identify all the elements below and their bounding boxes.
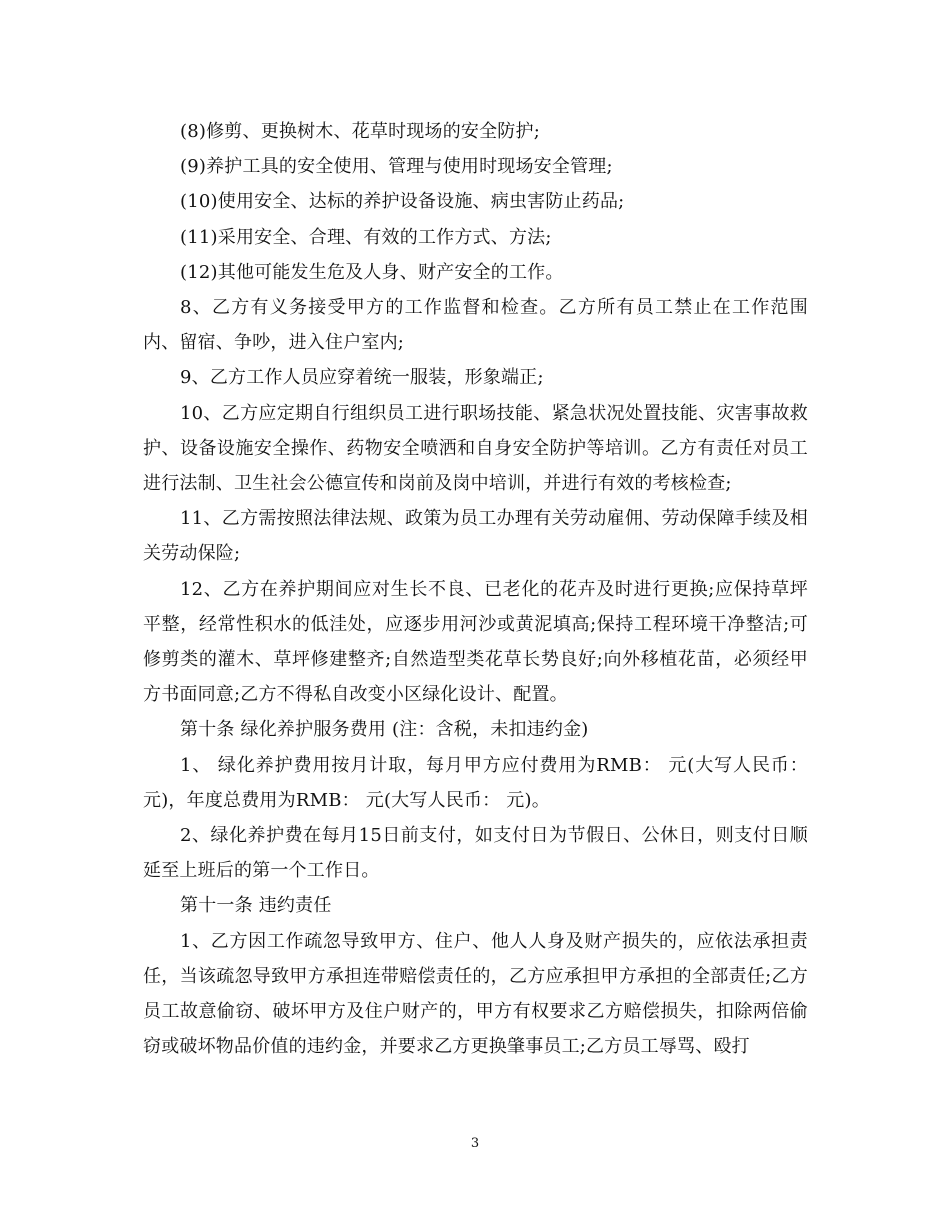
paragraph: 2、绿化养护费在每月15日前支付，如支付日为节假日、公休日，则支付日顺延至上班后的第一个工作日。 xyxy=(143,825,808,882)
paragraph: (9)养护工具的安全使用、管理与使用时现场安全管理; xyxy=(180,156,613,178)
paragraph: 12、乙方在养护期间应对生长不良、已老化的花卉及时进行更换;应保持草坪平整，经常性积水的低洼处，应逐步用河沙或黄泥填高;保持工程环境干净整洁;可修剪类的灌木、草坪修建整齐;自然造型类花草长势良好;向外移植花苗，必须经甲方书面同意;乙方不得私自改变小区绿化设计、配置。 xyxy=(143,578,808,706)
page-number: 3 xyxy=(470,1136,480,1151)
paragraph: 11、乙方需按照法律法规、政策为员工办理有关劳动雇佣、劳动保障手续及相关劳动保险; xyxy=(143,508,808,565)
paragraph: (11)采用安全、合理、有效的工作方式、方法; xyxy=(180,226,552,248)
paragraph: (12)其他可能发生危及人身、财产安全的工作。 xyxy=(180,261,564,283)
section-heading: 第十一条 违约责任 xyxy=(180,895,332,917)
paragraph: 8、乙方有义务接受甲方的工作监督和检查。乙方所有员工禁止在工作范围内、留宿、争吵，进入住户室内; xyxy=(143,297,808,354)
paragraph: (10)使用安全、达标的养护设备设施、病虫害防止药品; xyxy=(180,191,625,213)
paragraph: 9、乙方工作人员应穿着统一服装，形象端正; xyxy=(180,367,544,389)
paragraph: 1、乙方因工作疏忽导致甲方、住户、他人人身及财产损失的，应依法承担责任，当该疏忽导致甲方承担连带赔偿责任的，乙方应承担甲方承担的全部责任;乙方员工故意偷窃、破坏甲方及住户财产的，甲方有权要求乙方赔偿损失，扣除两倍偷窃或破坏物品价值的违约金，并要求乙方更换肇事员工;乙方员工辱骂、殴打 xyxy=(143,930,808,1058)
paragraph: 1、 绿化养护费用按月计取，每月甲方应付费用为RMB： 元(大写人民币： 元)，年度总费用为RMB： 元(大写人民币： 元)。 xyxy=(143,754,808,811)
document-body xyxy=(143,114,808,1064)
paragraph: 10、乙方应定期自行组织员工进行职场技能、紧急状况处置技能、灾害事故救护、设备设施安全操作、药物安全喷洒和自身安全防护等培训。乙方有责任对员工进行法制、卫生社会公德宣传和岗前及岗中培训，并进行有效的考核检查; xyxy=(143,402,808,495)
paragraph: (8)修剪、更换树木、花草时现场的安全防护; xyxy=(180,121,540,142)
section-heading: 第十条 绿化养护服务费用 (注：含税，未扣违约金) xyxy=(180,719,589,741)
